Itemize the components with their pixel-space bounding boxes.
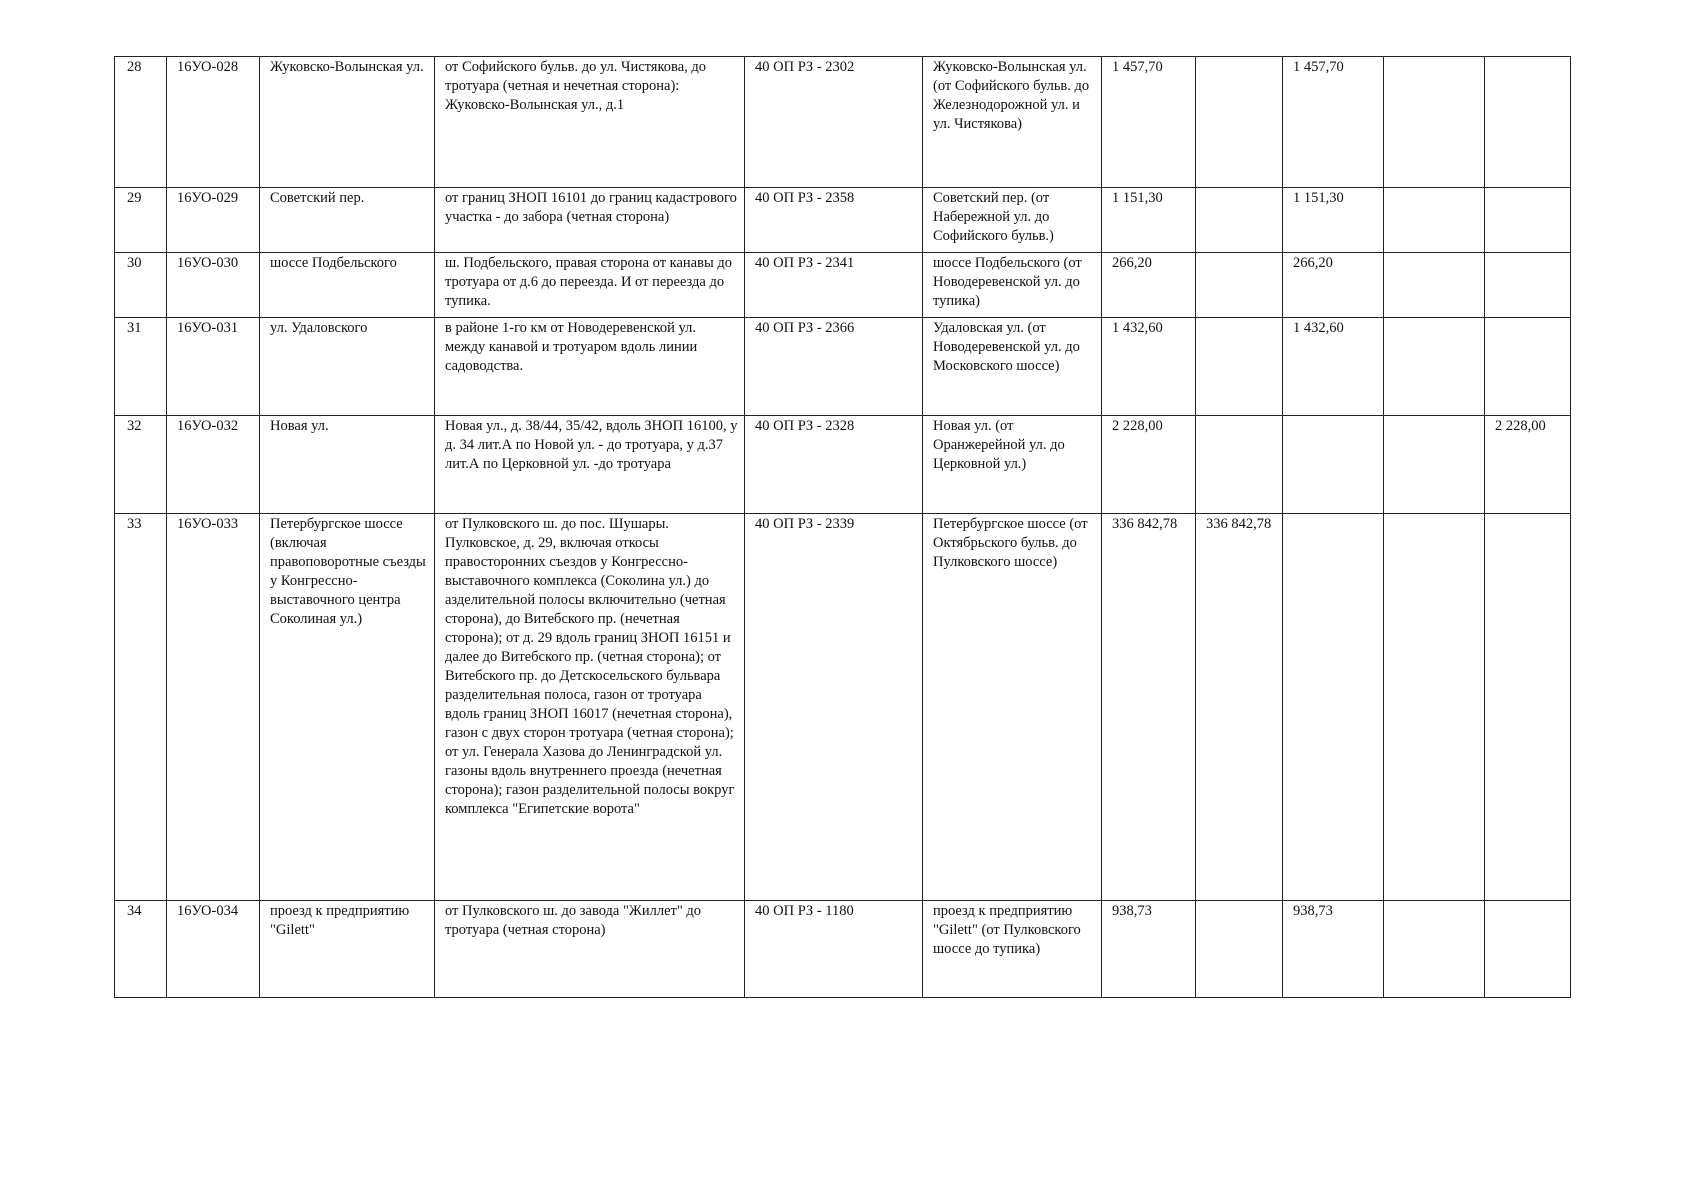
- road-id: 40 ОП РЗ - 2358: [745, 188, 923, 253]
- area-column-11: [1485, 57, 1571, 188]
- table-row: [115, 318, 1571, 416]
- road-id: 40 ОП РЗ - 2302: [745, 57, 923, 188]
- object-description: Новая ул., д. 38/44, 35/42, вдоль ЗНОП 16100, у д. 34 лит.А по Новой ул. - до тротуара, у д.37 лит.А по Церковной ул. -до тротуара: [435, 416, 745, 514]
- area-column-8: [1196, 253, 1283, 318]
- area-column-10: [1384, 318, 1485, 416]
- road-id: 40 ОП РЗ - 2341: [745, 253, 923, 318]
- road-id: 40 ОП РЗ - 2339: [745, 514, 923, 901]
- object-code: 16УО-032: [167, 416, 260, 514]
- area-column-8: [1196, 416, 1283, 514]
- object-description: от Пулковского ш. до пос. Шушары. Пулковское, д. 29, включая откосы правосторонних съездов у Конгрессно-выставочного комплекса (Соколина ул.) до азделительной полосы включительно (четная сторона), до Витебского пр. (нечетная сторона); от д. 29 вдоль границ ЗНОП 16151 и далее до Витебского пр. (четная сторона); от Витебского пр. до Детскосельского бульвара разделительная полоса, газон от тротуара вдоль границ ЗНОП 16017 (нечетная сторона), газон с двух сторон тротуара (четная сторона); от ул. Генерала Хазова до Ленинградской ул. газоны вдоль внутреннего проезда (нечетная сторона); газон разделительной полосы вокруг комплекса "Египетские ворота": [435, 514, 745, 901]
- object-code: 16УО-030: [167, 253, 260, 318]
- table-row: [115, 57, 1571, 188]
- area-column-9: [1283, 514, 1384, 901]
- road-name: Советский пер. (от Набережной ул. до Софийского бульв.): [923, 188, 1102, 253]
- object-description: от Софийского бульв. до ул. Чистякова, до тротуара (четная и нечетная сторона): Жуковско-Волынская ул., д.1: [435, 57, 745, 188]
- area-column-10: [1384, 188, 1485, 253]
- area-column-10: [1384, 416, 1485, 514]
- object-name: Петербургское шоссе (включая правоповоротные съезды у Конгрессно-выставочного центра Соколиная ул.): [260, 514, 435, 901]
- row-number: 30: [115, 253, 167, 318]
- object-code: 16УО-028: [167, 57, 260, 188]
- row-number: 31: [115, 318, 167, 416]
- area-column-10: [1384, 901, 1485, 998]
- area-column-11: [1485, 188, 1571, 253]
- object-description: в районе 1-го км от Новодеревенской ул. между канавой и тротуаром вдоль линии садоводства.: [435, 318, 745, 416]
- row-number: 33: [115, 514, 167, 901]
- area-total: 1 432,60: [1102, 318, 1196, 416]
- area-column-10: [1384, 253, 1485, 318]
- area-column-8: [1196, 318, 1283, 416]
- area-total: 336 842,78: [1102, 514, 1196, 901]
- object-name: ул. Удаловского: [260, 318, 435, 416]
- object-name: Новая ул.: [260, 416, 435, 514]
- object-name: шоссе Подбельского: [260, 253, 435, 318]
- area-column-11: [1485, 514, 1571, 901]
- area-column-9: 1 432,60: [1283, 318, 1384, 416]
- area-total: 2 228,00: [1102, 416, 1196, 514]
- area-column-11: 2 228,00: [1485, 416, 1571, 514]
- object-name: Советский пер.: [260, 188, 435, 253]
- area-column-11: [1485, 318, 1571, 416]
- object-code: 16УО-034: [167, 901, 260, 998]
- area-column-10: [1384, 514, 1485, 901]
- area-column-8: [1196, 188, 1283, 253]
- road-id: 40 ОП РЗ - 1180: [745, 901, 923, 998]
- area-column-9: 1 151,30: [1283, 188, 1384, 253]
- table-row: [115, 416, 1571, 514]
- area-column-9: [1283, 416, 1384, 514]
- table-row: [115, 901, 1571, 998]
- area-total: 938,73: [1102, 901, 1196, 998]
- area-total: 266,20: [1102, 253, 1196, 318]
- road-name: Жуковско-Волынская ул. (от Софийского бульв. до Железнодорожной ул. и ул. Чистякова): [923, 57, 1102, 188]
- area-column-9: 1 457,70: [1283, 57, 1384, 188]
- area-column-8: [1196, 901, 1283, 998]
- area-total: 1 151,30: [1102, 188, 1196, 253]
- road-id: 40 ОП РЗ - 2328: [745, 416, 923, 514]
- row-number: 34: [115, 901, 167, 998]
- area-column-9: 266,20: [1283, 253, 1384, 318]
- object-description: от границ ЗНОП 16101 до границ кадастрового участка - до забора (четная сторона): [435, 188, 745, 253]
- area-column-11: [1485, 253, 1571, 318]
- road-name: Удаловская ул. (от Новодеревенской ул. до Московского шоссе): [923, 318, 1102, 416]
- object-description: от Пулковского ш. до завода "Жиллет" до тротуара (четная сторона): [435, 901, 745, 998]
- object-name: проезд к предприятию "Gilett": [260, 901, 435, 998]
- table-row: [115, 253, 1571, 318]
- road-name: Петербургское шоссе (от Октябрьского бульв. до Пулковского шоссе): [923, 514, 1102, 901]
- area-column-9: 938,73: [1283, 901, 1384, 998]
- table-row: [115, 188, 1571, 253]
- area-column-8: 336 842,78: [1196, 514, 1283, 901]
- road-name: шоссе Подбельского (от Новодеревенской ул. до тупика): [923, 253, 1102, 318]
- row-number: 32: [115, 416, 167, 514]
- area-column-11: [1485, 901, 1571, 998]
- road-name: Новая ул. (от Оранжерейной ул. до Церковной ул.): [923, 416, 1102, 514]
- object-code: 16УО-029: [167, 188, 260, 253]
- road-id: 40 ОП РЗ - 2366: [745, 318, 923, 416]
- object-code: 16УО-031: [167, 318, 260, 416]
- registry-table: [114, 56, 1571, 998]
- row-number: 28: [115, 57, 167, 188]
- road-name: проезд к предприятию "Gilett" (от Пулковского шоссе до тупика): [923, 901, 1102, 998]
- object-name: Жуковско-Волынская ул.: [260, 57, 435, 188]
- table-row: [115, 514, 1571, 901]
- area-column-10: [1384, 57, 1485, 188]
- object-description: ш. Подбельского, правая сторона от канавы до тротуара от д.6 до переезда. И от переезда до тупика.: [435, 253, 745, 318]
- row-number: 29: [115, 188, 167, 253]
- area-column-8: [1196, 57, 1283, 188]
- area-total: 1 457,70: [1102, 57, 1196, 188]
- object-code: 16УО-033: [167, 514, 260, 901]
